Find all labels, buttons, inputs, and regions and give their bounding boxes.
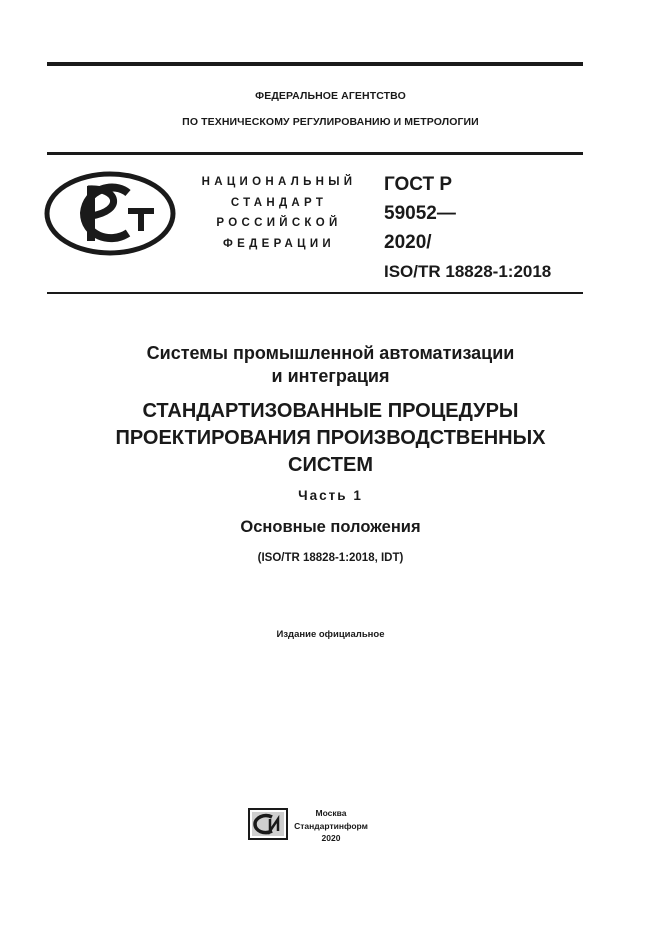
- designation-line-4: ISO/TR 18828-1:2018: [384, 262, 552, 281]
- publisher-year: 2020: [321, 833, 341, 843]
- agency-line-1: ФЕДЕРАЛЬНОЕ АГЕНТСТВО: [255, 90, 406, 102]
- title-line-1: Системы промышленной автоматизации: [146, 343, 515, 363]
- edition-note: Издание официальное: [276, 629, 385, 640]
- standartinform-logo-icon: [248, 808, 288, 840]
- designation-line-2: 59052—: [384, 203, 456, 224]
- agency-line-2: ПО ТЕХНИЧЕСКОМУ РЕГУЛИРОВАНИЮ И МЕТРОЛОГИИ: [182, 116, 479, 128]
- publisher-name: Стандартинформ: [294, 820, 368, 831]
- main-title-line-1: СТАНДАРТИЗОВАННЫЕ ПРОЦЕДУРЫ: [142, 400, 519, 422]
- main-title-line-3: СИСТЕМ: [288, 454, 373, 476]
- subtitle: Основные положения: [240, 518, 421, 536]
- standard-designation: [384, 170, 551, 286]
- iso-reference: (ISO/TR 18828-1:2018, IDT): [257, 552, 404, 564]
- agency-rule: [47, 152, 583, 155]
- publisher-city: Москва: [315, 808, 347, 818]
- standard-type-line-4: ФЕДЕРАЦИИ: [223, 237, 335, 250]
- title-line-2: и интеграция: [271, 366, 390, 386]
- standard-type-line-2: СТАНДАРТ: [230, 196, 328, 209]
- designation-line-3: 2020/: [384, 232, 432, 253]
- publisher-info: [294, 807, 368, 845]
- gost-r-logo-icon: [44, 171, 176, 256]
- main-title-line-2: ПРОЕКТИРОВАНИЯ ПРОИЗВОДСТВЕННЫХ: [115, 427, 546, 449]
- standard-type-line-3: РОССИЙСКОЙ: [216, 217, 342, 229]
- standard-type: [186, 172, 372, 254]
- standard-type-line-1: НАЦИОНАЛЬНЫЙ: [201, 176, 357, 188]
- top-rule: [47, 62, 583, 66]
- header-bottom-rule: [47, 292, 583, 294]
- part-number: Часть 1: [298, 488, 363, 503]
- designation-line-1: ГОСТ Р: [384, 174, 453, 195]
